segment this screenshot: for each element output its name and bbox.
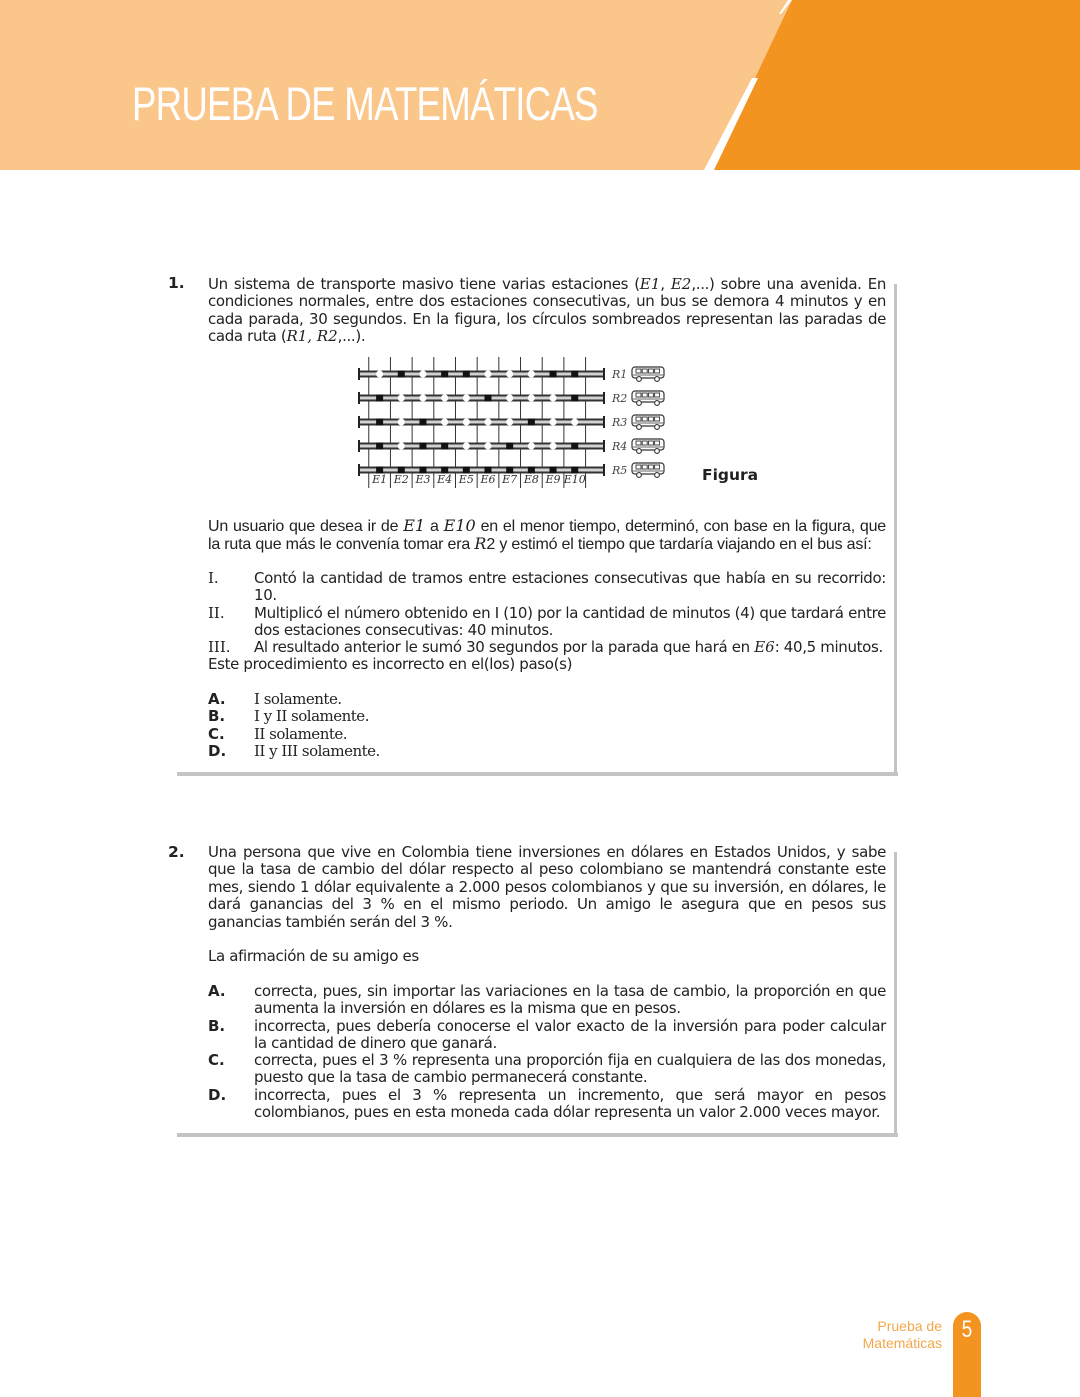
stop-marker xyxy=(571,443,578,450)
answer-options xyxy=(208,691,886,760)
pass-marker xyxy=(506,418,513,425)
pass-marker xyxy=(398,394,405,401)
bus-icon xyxy=(632,439,664,453)
question-frame-bottom xyxy=(177,772,898,776)
option-label: D. xyxy=(208,741,227,760)
option-label: D. xyxy=(208,1085,227,1104)
stop-marker xyxy=(485,395,492,402)
pass-marker xyxy=(506,370,513,377)
option-b[interactable] xyxy=(208,1018,886,1053)
stop-marker xyxy=(419,419,426,426)
step-label: III. xyxy=(208,638,231,657)
pass-marker xyxy=(441,418,448,425)
procedure-steps xyxy=(208,570,886,656)
stop-marker xyxy=(571,395,578,402)
pass-marker xyxy=(528,370,535,377)
option-text: correcta, pues, sin importar las variaciones en la tasa de cambio, la proporción en que aumenta la inversión en dólares es la misma que en pesos. xyxy=(254,982,886,1018)
question-scenario: Un usuario que desea ir de E1 a E10 en el menor tiempo, determinó, con base en la figura, que la ruta que más le convenía tomar era R2 y estimó el tiempo que tardaría viajando en el bus así: xyxy=(208,516,886,554)
option-d[interactable] xyxy=(208,743,886,760)
stop-marker xyxy=(419,443,426,450)
route-row-r3 xyxy=(359,415,664,429)
step-label: II. xyxy=(208,603,225,622)
option-text: I y II solamente. xyxy=(254,707,369,726)
pass-marker xyxy=(376,370,383,377)
station-label: E10 xyxy=(563,473,586,486)
step-text: Al resultado anterior le sumó 30 segundos por la parada que hará en E6: 40,5 minutos. xyxy=(254,638,883,657)
pass-marker xyxy=(549,394,556,401)
pass-marker xyxy=(528,394,535,401)
footer-label: Prueba de Matemáticas xyxy=(862,1318,942,1351)
route-label: R1 xyxy=(612,368,628,381)
route-diagram xyxy=(350,355,680,490)
stop-marker xyxy=(506,443,513,450)
question-number: 2. xyxy=(168,843,185,861)
step-label: I. xyxy=(208,569,219,587)
option-c[interactable] xyxy=(208,726,886,743)
stop-marker xyxy=(528,419,535,426)
pass-marker xyxy=(419,370,426,377)
pass-marker xyxy=(549,442,556,449)
stop-marker xyxy=(376,395,383,402)
stop-marker xyxy=(441,443,448,450)
station-label: E4 xyxy=(437,473,453,486)
question-intro: Un sistema de transporte masivo tiene varias estaciones (E1, E2,...) sobre una avenida. En condiciones normales, entre dos estaciones consecutivas, un bus se demora 4 minutos y en cada parada, 30 segundos. En la figura, los círculos sombreados representan las paradas de cada ruta (R1, R2,...). xyxy=(208,275,886,346)
pass-marker xyxy=(571,418,578,425)
route-figure xyxy=(350,355,680,494)
pass-marker xyxy=(484,418,491,425)
route-row-r2 xyxy=(359,391,664,405)
route-label: R3 xyxy=(612,416,628,429)
route-label: R4 xyxy=(612,440,628,453)
stop-marker xyxy=(441,371,448,378)
option-text: correcta, pues el 3 % representa una proporción fija en cualquiera de las dos monedas, puesto que la tasa de cambio permanecerá constante. xyxy=(254,1051,886,1087)
question-prompt: Este procedimiento es incorrecto en el(los) paso(s) xyxy=(208,655,573,673)
station-label: E3 xyxy=(415,473,431,486)
pass-marker xyxy=(549,418,556,425)
question-intro: Una persona que vive en Colombia tiene inversiones en dólares en Estados Unidos, y sabe que la tasa de cambio del dólar respecto al peso colombiano se mantendrá constante este mes, siendo 1 dólar equivalente a 2.000 pesos colombianos y que su inversión, en dólares, le dará ganancias del 3 % en el mismo periodo. Un amigo le asegura que en pesos sus ganancias también serán del 3 %. xyxy=(208,843,886,931)
step-item xyxy=(208,605,886,640)
stop-marker xyxy=(376,419,383,426)
option-a[interactable] xyxy=(208,983,886,1018)
pass-marker xyxy=(528,442,535,449)
figure-caption: Figura xyxy=(702,466,759,484)
stop-marker xyxy=(571,371,578,378)
pass-marker xyxy=(398,442,405,449)
bus-icon xyxy=(632,415,664,429)
pass-marker xyxy=(463,394,470,401)
question-frame-right xyxy=(894,852,897,1137)
pass-marker xyxy=(484,370,491,377)
option-text: II y III solamente. xyxy=(254,741,380,760)
step-text: Multiplicó el número obtenido en I (10) por la cantidad de minutos (4) que tardará entre dos estaciones consecutivas: 40 minutos. xyxy=(254,603,886,639)
option-label: C. xyxy=(208,724,225,743)
option-label: A. xyxy=(208,982,226,1000)
step-item xyxy=(208,570,886,605)
pass-marker xyxy=(419,394,426,401)
bus-icon xyxy=(632,391,664,405)
question-frame-bottom xyxy=(177,1133,898,1137)
pass-marker xyxy=(463,418,470,425)
station-label: E6 xyxy=(480,473,496,486)
station-label: E9 xyxy=(545,473,561,486)
option-label: C. xyxy=(208,1051,225,1070)
pass-marker xyxy=(398,418,405,425)
station-label: E1 xyxy=(372,473,388,486)
option-b[interactable] xyxy=(208,708,886,725)
answer-options xyxy=(208,983,886,1121)
step-text: Contó la cantidad de tramos entre estaciones consecutivas que había en su recorrido: 10. xyxy=(254,569,886,605)
page-number-tab xyxy=(953,1312,981,1397)
option-text: incorrecta, pues el 3 % representa un incremento, que será mayor en pesos colombianos, pues en esta moneda cada dólar representa un valor 2.000 veces mayor. xyxy=(254,1085,886,1122)
station-label: E8 xyxy=(523,473,539,486)
page-number: 5 xyxy=(961,1316,973,1343)
option-text: I solamente. xyxy=(254,690,342,708)
route-label: R2 xyxy=(612,392,628,405)
bus-icon xyxy=(632,463,664,477)
stop-marker xyxy=(463,371,470,378)
pass-marker xyxy=(441,394,448,401)
station-label: E7 xyxy=(502,473,518,486)
page-title: PRUEBA DE MATEMÁTICAS xyxy=(132,77,598,130)
station-label: E2 xyxy=(393,473,409,486)
stop-marker xyxy=(376,443,383,450)
question-frame-right xyxy=(894,284,897,776)
pass-marker xyxy=(506,394,513,401)
option-a[interactable] xyxy=(208,691,886,708)
stop-marker xyxy=(550,371,557,378)
page-header xyxy=(0,0,1080,170)
route-row-r1 xyxy=(359,367,664,381)
stop-marker xyxy=(398,371,405,378)
option-label: A. xyxy=(208,690,226,708)
option-text: II solamente. xyxy=(254,724,348,743)
station-label: E5 xyxy=(458,473,474,486)
route-row-r4 xyxy=(359,439,664,453)
step-item xyxy=(208,639,886,656)
question-number: 1. xyxy=(168,274,185,292)
bus-icon xyxy=(632,367,664,381)
option-c[interactable] xyxy=(208,1052,886,1087)
option-label: B. xyxy=(208,707,226,726)
question-prompt: La afirmación de su amigo es xyxy=(208,947,419,965)
pass-marker xyxy=(463,442,470,449)
route-label: R5 xyxy=(612,464,628,477)
option-label: B. xyxy=(208,1016,226,1035)
pass-marker xyxy=(484,442,491,449)
option-text: incorrecta, pues debería conocerse el valor exacto de la inversión para poder calcular la cantidad de dinero que ganará. xyxy=(254,1016,886,1052)
option-d[interactable] xyxy=(208,1087,886,1122)
